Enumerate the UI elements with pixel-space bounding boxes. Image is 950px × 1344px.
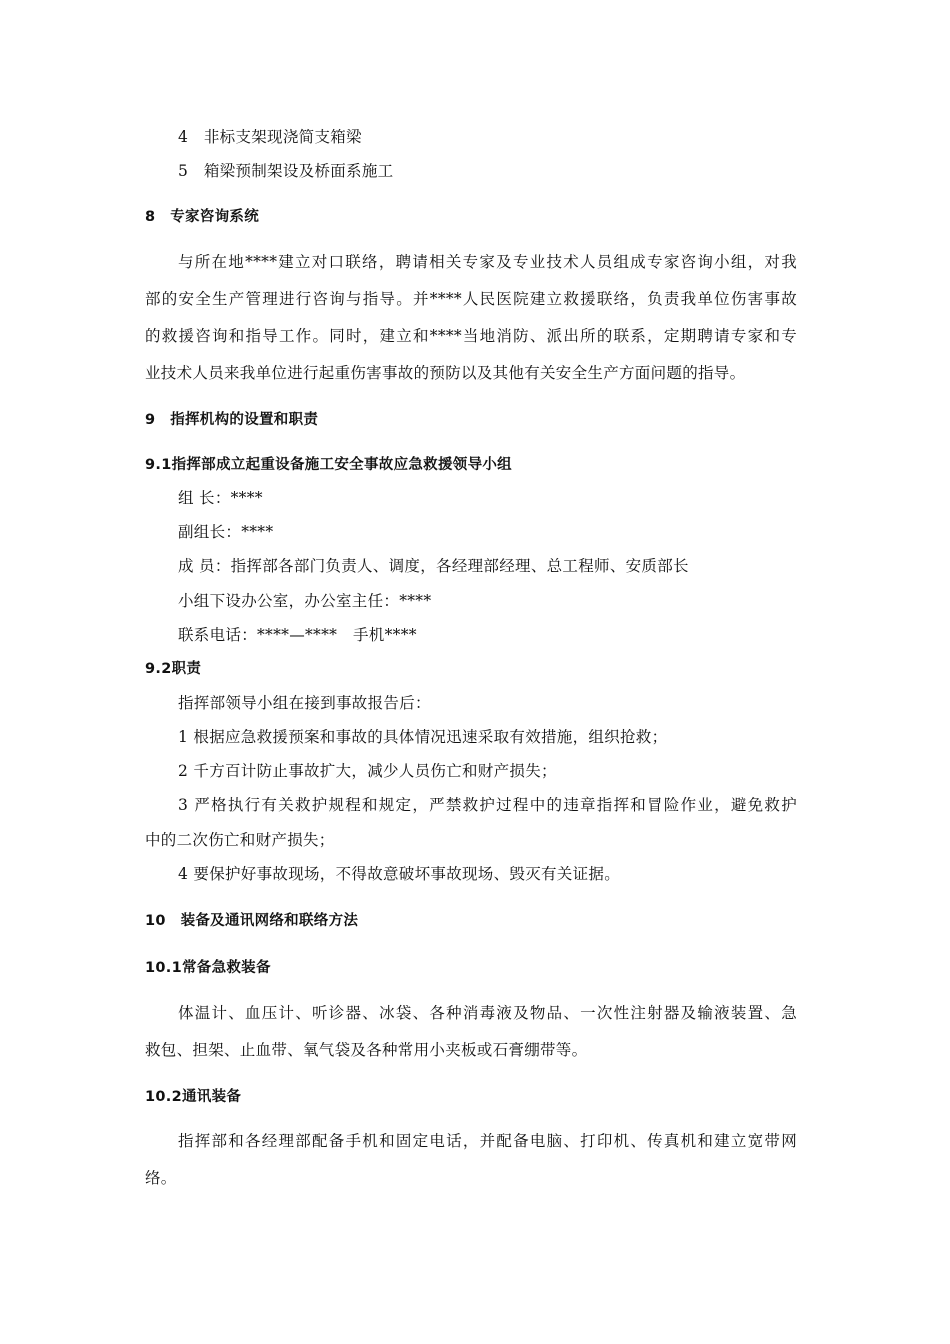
- duty-item: 3 严格执行有关救护规程和规定，严禁救护过程中的违章指挥和冒险作业，避免救护: [178, 796, 797, 814]
- duties-intro: 指挥部领导小组在接到事故报告后：: [178, 694, 431, 712]
- section-8-heading: 8 专家咨询系统: [145, 209, 259, 225]
- paragraph-line: 络。: [145, 1169, 177, 1187]
- section-9-heading: 9 指挥机构的设置和职责: [145, 412, 319, 428]
- paragraph-line: 业技术人员来我单位进行起重伤害事故的预防以及其他有关安全生产方面问题的指导。: [145, 364, 746, 382]
- section-10-heading: 10 装备及通讯网络和联络方法: [145, 913, 359, 929]
- list-item: 4 非标支架现浇简支箱梁: [178, 128, 362, 146]
- office-director: 小组下设办公室，办公室主任：****: [178, 592, 432, 610]
- team-deputy: 副组长：****: [178, 523, 274, 541]
- section-9-2-heading: 9.2职责: [145, 661, 202, 677]
- duty-item: 4 要保护好事故现场，不得故意破坏事故现场、毁灭有关证据。: [178, 865, 620, 883]
- duty-item: 1 根据应急救援预案和事故的具体情况迅速采取有效措施，组织抢救；: [178, 728, 668, 746]
- contact-phone: 联系电话：****—**** 手机****: [178, 626, 417, 644]
- duty-item: 2 千方百计防止事故扩大，减少人员伤亡和财产损失；: [178, 762, 557, 780]
- paragraph-line: 部的安全生产管理进行咨询与指导。并****人民医院建立救援联络，负责我单位伤害事故: [145, 290, 797, 308]
- team-leader: 组 长：****: [178, 489, 263, 507]
- section-10-2-heading: 10.2通讯装备: [145, 1089, 242, 1105]
- section-10-1-heading: 10.1常备急救装备: [145, 960, 271, 976]
- paragraph-line: 与所在地****建立对口联络，聘请相关专家及专业技术人员组成专家咨询小组，对我: [178, 253, 797, 271]
- team-members: 成 员：指挥部各部门负责人、调度，各经理部经理、总工程师、安质部长: [178, 557, 689, 575]
- paragraph-line: 指挥部和各经理部配备手机和固定电话，并配备电脑、打印机、传真机和建立宽带网: [178, 1132, 797, 1150]
- paragraph-line: 的救援咨询和指导工作。同时，建立和****当地消防、派出所的联系，定期聘请专家和专: [145, 327, 797, 345]
- paragraph-line: 体温计、血压计、听诊器、冰袋、各种消毒液及物品、一次性注射器及输液装置、急: [178, 1004, 797, 1022]
- section-9-1-heading: 9.1指挥部成立起重设备施工安全事故应急救援领导小组: [145, 457, 512, 473]
- list-item: 5 箱梁预制架设及桥面系施工: [178, 162, 394, 180]
- duty-item-continued: 中的二次伤亡和财产损失；: [145, 831, 335, 849]
- paragraph-line: 救包、担架、止血带、氧气袋及各种常用小夹板或石膏绷带等。: [145, 1041, 588, 1059]
